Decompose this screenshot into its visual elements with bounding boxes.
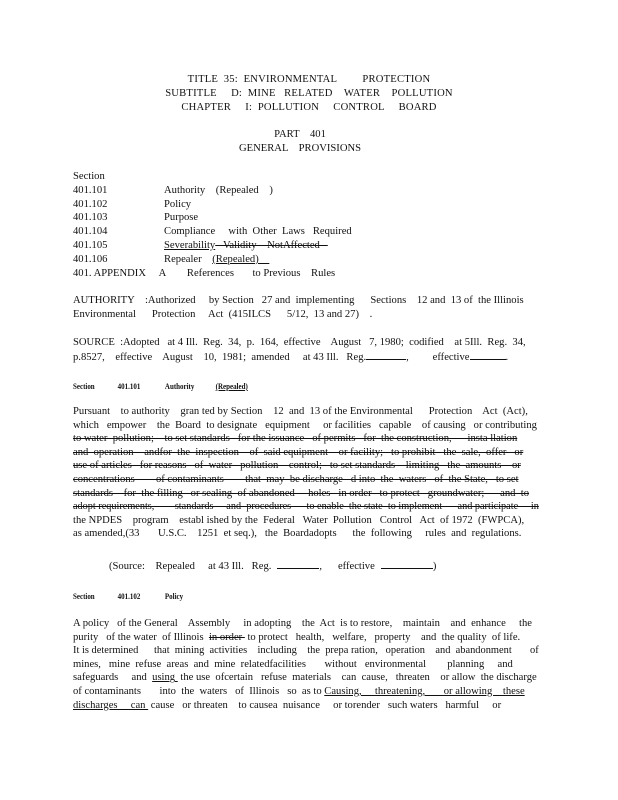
deleted-line: to water pollution; to set standards for the issuance of permits for the construction, insta llation	[73, 433, 518, 445]
deleted-line: use of articles for reasons of water pollution control; to set standards limiting the amounts or	[73, 460, 521, 472]
blank-line	[381, 559, 433, 569]
body-text: of contaminants into the waters of Illinois so as to	[73, 685, 325, 697]
toc-section-number: 401.103	[73, 212, 108, 224]
toc-row	[73, 211, 553, 225]
toc-row	[73, 253, 553, 267]
deleted-text: in order	[208, 631, 245, 643]
authority-note	[73, 294, 539, 321]
part-name: GENERAL PROVISIONS	[238, 143, 362, 154]
toc-section-number: 401.106	[73, 253, 108, 265]
body-line	[73, 685, 539, 699]
toc-heading: Section	[73, 171, 105, 182]
toc-title-text: Repealer	[164, 253, 213, 265]
section-401-101-heading	[73, 380, 272, 394]
source-line: SOURCE :Adopted at 4 Ill. Reg. 34, p. 164, effective August 7, 1980; codified at 5Ill. Reg. 34,	[73, 337, 526, 348]
body-text: purity of the water of Illinois	[73, 631, 209, 643]
authority-line: AUTHORITY :Authorized by Section 27 and implementing Sections 12 and 13 of the Illinois	[73, 295, 524, 306]
toc-section-title: Authority (Repealed )	[164, 184, 273, 196]
toc-section-number: 401.104	[73, 226, 108, 238]
section-number: 401.101	[117, 381, 141, 391]
toc-appendix-row	[73, 267, 553, 281]
part-number: PART 401	[274, 129, 326, 140]
body-line: which empower the Board to designate equipment or facilities capable of causing or contributing	[73, 419, 537, 431]
toc-row	[73, 184, 553, 198]
toc-row	[73, 198, 553, 212]
toc-section-title: Compliance with Other Laws Required	[164, 226, 352, 238]
deleted-line: adopt requirements, standards and procedures to enable the state to implement and participate in	[73, 501, 539, 513]
section-title: Authority	[164, 381, 195, 391]
body-line: mines, mine refuse areas and mine relatedfacilities without environmental planning and	[73, 658, 513, 670]
source-note	[73, 336, 539, 363]
toc-section-title: Purpose	[164, 212, 199, 224]
added-text: Severability	[164, 239, 216, 251]
body-text: to protect health, welfare, property and the quality of life.	[244, 631, 521, 643]
blank-line	[277, 559, 319, 569]
added-text: (Repealed)	[212, 253, 270, 265]
section-401-102-heading	[73, 590, 183, 604]
source-text: , effective	[319, 561, 375, 572]
body-text: safeguards and	[73, 672, 153, 684]
subtitle-line: SUBTITLE D: MINE RELATED WATER POLLUTION	[165, 88, 453, 99]
body-line	[73, 671, 539, 685]
section-number: 401.102	[117, 591, 141, 601]
table-of-contents	[73, 170, 553, 280]
body-line: as amended,(33 U.S.C. 1251 et seq.), the Boardadopts the following rules and regulations.	[73, 528, 522, 540]
toc-section-number: 401.101	[73, 184, 108, 196]
section-label: Section	[73, 591, 95, 601]
added-text: using	[152, 672, 178, 684]
body-line	[73, 631, 539, 645]
section-401-101-source	[109, 559, 436, 574]
body-line: Pursuant to authority gran ted by Section 12 and 13 of the Environmental Protection Act (Act),	[73, 406, 528, 417]
toc-section-title: Policy	[164, 198, 192, 210]
deleted-line: and operation andfor the inspection of said equipment or facility; to prohibit the sale, offer or	[73, 446, 524, 458]
source-text: p.8527, effective August 10, 1981; amended at 43 Ill. Reg.	[73, 351, 367, 363]
source-text: , effective	[406, 351, 470, 363]
section-401-102-body	[73, 617, 539, 712]
toc-appendix: 401. APPENDIX A References to Previous Rules	[73, 267, 336, 279]
repealed-status: (Repealed)	[215, 381, 248, 391]
section-401-101-body	[73, 405, 539, 541]
regulation-header	[0, 73, 618, 115]
toc-section-title	[164, 239, 328, 253]
toc-row	[73, 239, 553, 253]
source-text: (Source: Repealed at 43 Ill. Reg.	[109, 561, 272, 572]
toc-section-number: 401.105	[73, 239, 108, 251]
added-text: Causing, threatening, or allowing these	[324, 685, 525, 697]
toc-section-title	[164, 253, 269, 267]
chapter-line: CHAPTER I: POLLUTION CONTROL BOARD	[181, 102, 437, 113]
body-line	[73, 699, 539, 713]
section-title: Policy	[164, 591, 184, 601]
body-line: the NPDES program establ ished by the Federal Water Pollution Control Act of 1972 (FWPCA),	[73, 514, 525, 526]
part-heading	[0, 128, 600, 156]
deleted-line: concentrations of contaminants that may be discharge d into the waters of the State, to set	[73, 473, 519, 485]
body-line: It is determined that mining activities including the prepa ration, operation and abandonment of	[73, 645, 539, 657]
toc-row	[73, 225, 553, 239]
title-line: TITLE 35: ENVIRONMENTAL PROTECTION	[187, 74, 431, 85]
source-text: .	[505, 351, 509, 363]
deleted-text: Validity NotAffected	[215, 239, 328, 251]
body-text: the use ofcertain refuse materials can cause, threaten or allow the discharge	[177, 672, 537, 684]
blank-line	[366, 350, 406, 360]
deleted-line: standards for the filling or sealing of abandoned holes in order to protect groundwater; and to	[73, 487, 530, 499]
added-text: discharges can	[73, 699, 149, 711]
blank-line	[470, 350, 506, 360]
authority-line: Environmental Protection Act (415ILCS 5/12, 13 and 27) .	[73, 308, 373, 320]
section-label: Section	[73, 381, 95, 391]
body-line: A policy of the General Assembly in adopting the Act is to restore, maintain and enhance the	[73, 618, 532, 629]
body-text: cause or threaten to causea nuisance or torender such waters harmful or	[148, 699, 502, 711]
toc-section-number: 401.102	[73, 198, 108, 210]
source-text: )	[432, 561, 437, 572]
source-line	[73, 350, 539, 364]
